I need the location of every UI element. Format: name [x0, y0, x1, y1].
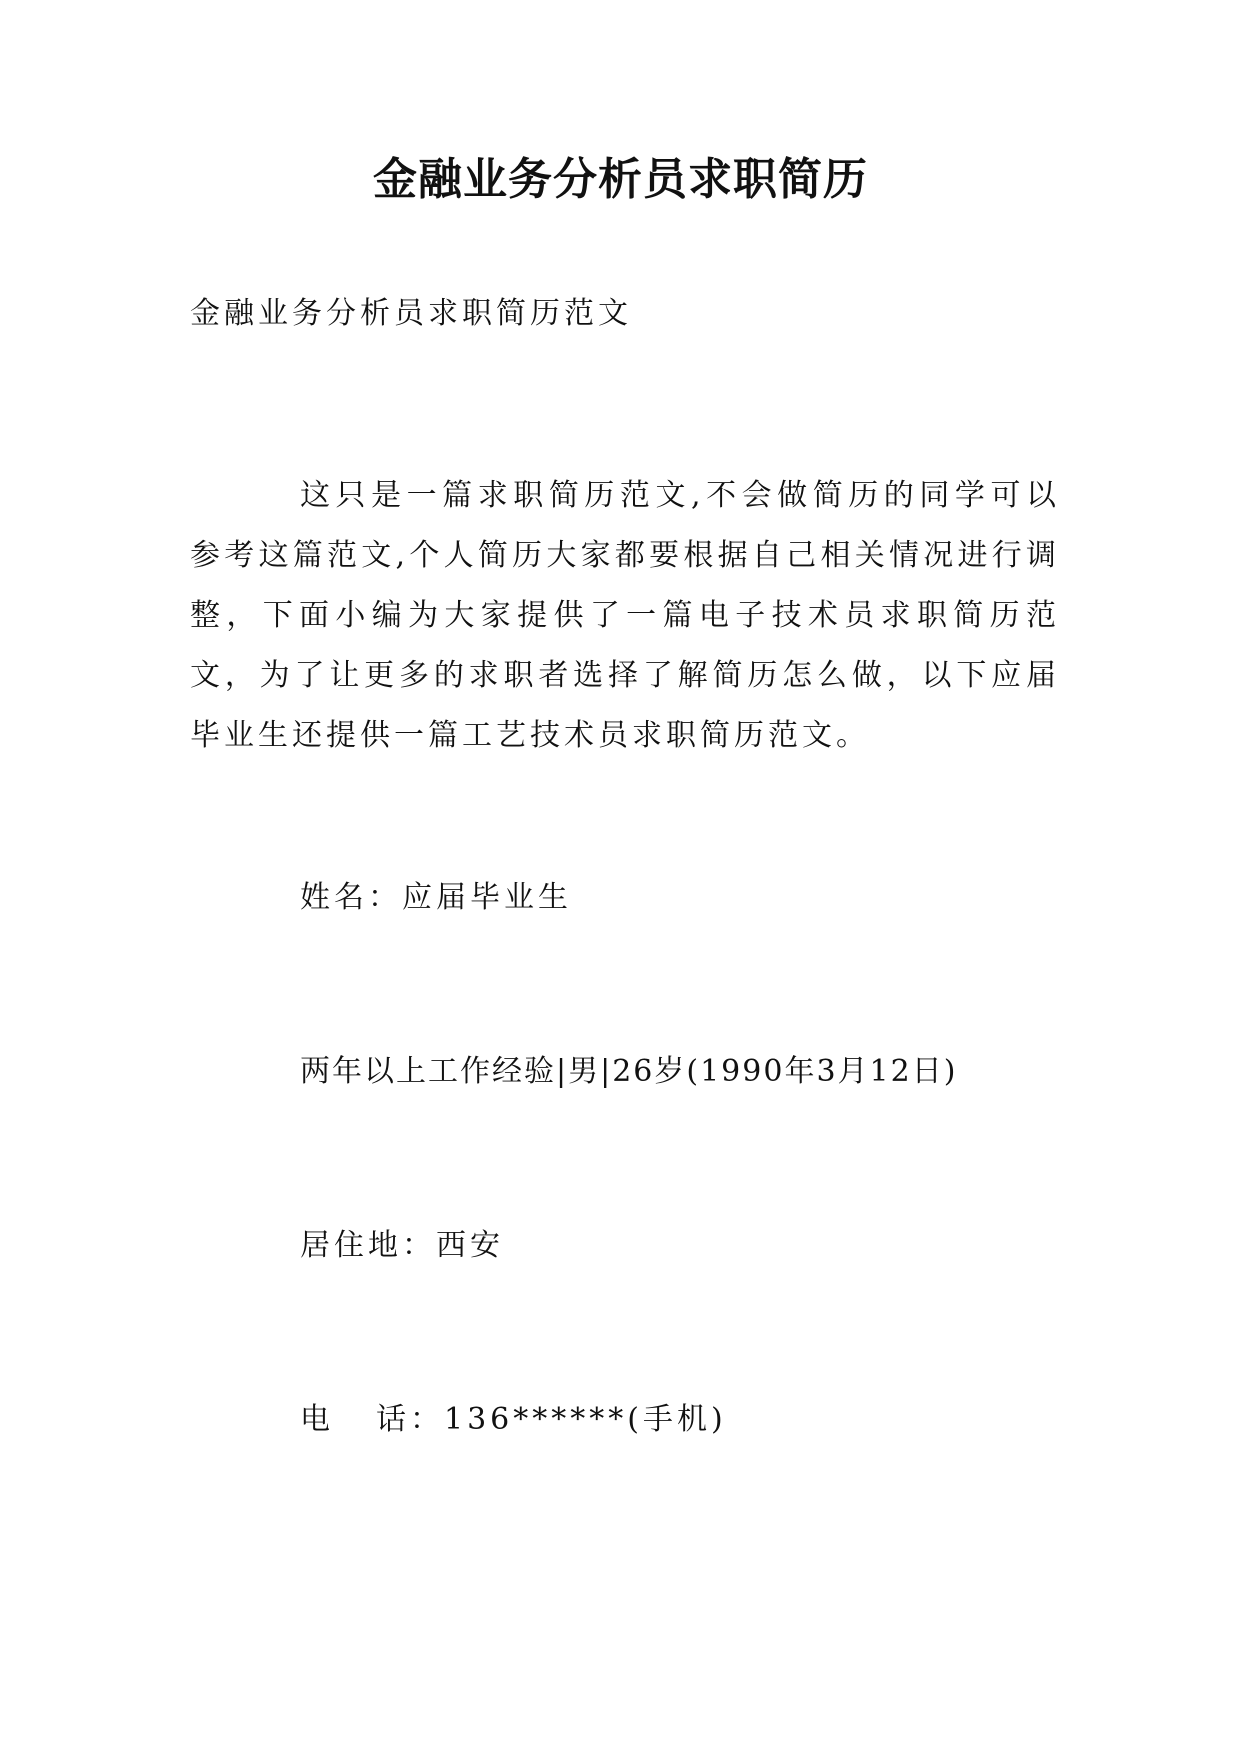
name-field: 姓名：应届毕业生 — [300, 880, 572, 915]
phone-label-part2: 话：136******(手机) — [376, 1402, 727, 1437]
phone-label-part1: 电 — [300, 1402, 334, 1437]
experience-field: 两年以上工作经验|男|26岁(1990年3月12日) — [300, 1054, 958, 1089]
phone-field — [300, 1398, 727, 1442]
document-subtitle: 金融业务分析员求职简历范文 — [190, 296, 632, 331]
intro-paragraph: 这只是一篇求职简历范文,不会做简历的同学可以参考这篇范文,个人简历大家都要根据自己相关情况进行调整，下面小编为大家提供了一篇电子技术员求职简历范文，为了让更多的求职者选择了解简历怎么做，以下应届毕业生还提供一篇工艺技术员求职简历范文。 — [190, 478, 1060, 753]
residence-field: 居住地：西安 — [300, 1228, 504, 1263]
document-title: 金融业务分析员求职简历 — [373, 154, 868, 205]
